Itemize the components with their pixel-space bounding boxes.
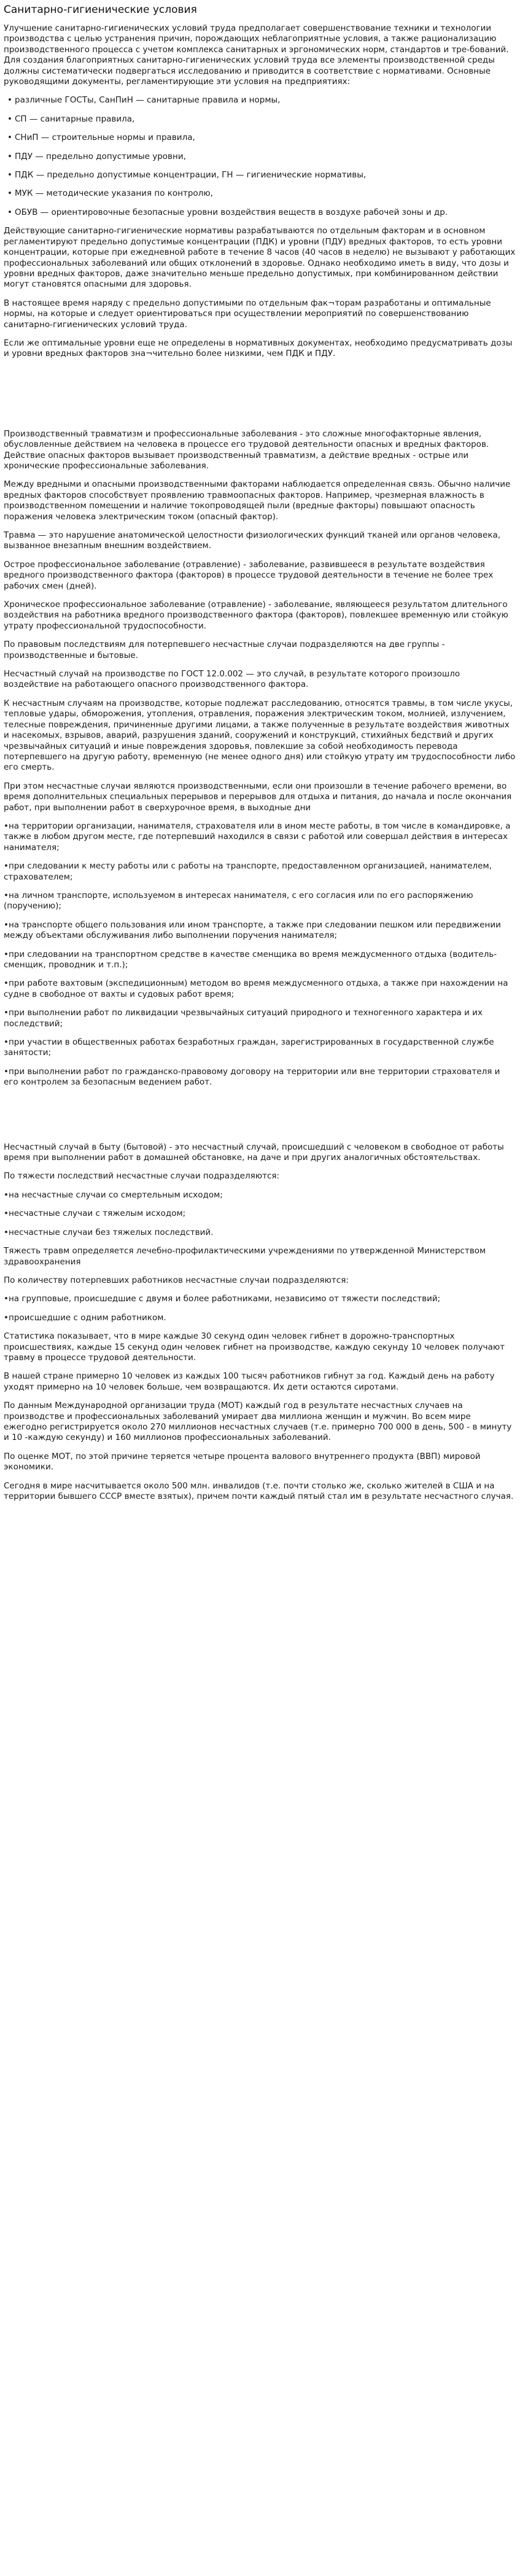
list-item: •при работе вахтовым (экспедиционным) методом во время междусменного отдыха, а также при нахождении на судне в свободное от вахты и судовых работ время; xyxy=(4,978,508,999)
factors-relation-paragraph: Между вредными и опасными производственными факторами наблюдается определенная связь. Обычно наличие вредных факторов способствует проявлению травмоопасных факторов. Например, чрезмерная влажность в производственном помещении и наличие токопроводящей пыли (вредные факторы) повышают опасность поражения человека электрическим током (опасный фактор). xyxy=(4,479,511,522)
intro-paragraph: Улучшение санитарно-гигиенических условий труда предполагает совершенствование техники и технологии производства с целью устранения причин, порождающих неблагоприятные условия, а также рационализацию производственного процесса с учетом комплекса санитарных и эргономических норм, стандартов и тре-бований. Для создания благоприятных санитарно-гигиенических условий труда все элементы производственной среды должны систематически подвергаться исследованию и приводится в соответствие с нормативами. Основные руководящими документы, регламентирующие эти условия на предприятиях: xyxy=(4,23,509,87)
list-item: •на групповые, происшедшие с двумя и более работниками, независимо от тяжести последствий; xyxy=(4,1294,441,1304)
list-item: •при следовании на транспортном средстве в качестве сменщика во время междусменного отдыха (водитель-сменщик, проводник и т.п.); xyxy=(4,949,497,970)
severity-definition: Тяжесть травм определяется лечебно-профилактическими учреждениями по утвержденной Министерством здравоохранения xyxy=(4,1246,486,1267)
statistics-paragraph: Статистика показывает, что в мире каждые 30 секунд один человек гибнет в дорожно-транспортных происшествиях, каждые 15 секунд один человек гибнет на производстве, каждую секунду 10 человек получают травму в процессе трудовой деятельности. xyxy=(4,1331,505,1363)
gost-definition: Несчастный случай на производстве по ГОСТ 12.0.002 — это случай, в результате которого произошло воздействие на работающего опасного производственного фактора. xyxy=(4,669,460,690)
acute-disease-definition: Острое профессиональное заболевание (отравление) - заболевание, развившееся в результате воздействия вредного производственного фактора (факторов) в процессе трудовой деятельности в течение не более трех рабочих смен (дней). xyxy=(4,559,494,591)
disabled-paragraph: Сегодня в мире насчитывается около 500 млн. инвалидов (т.е. почти столько же, сколько жителей в США и на территории бывшего СССР вместе взятых), причем почти каждый пятый стал им в результате несчастного случая. xyxy=(4,1480,514,1501)
accident-cases-paragraph: К несчастным случаям на производстве, которые подлежат расследованию, относятся травмы, в том числе укусы, тепловые удары, обморожения, утопления, отравления, поражения электрическим током, молнией, излучением, телесные повреждения, причиненные другими лицами, а также полученные в результате воздействия животных и насекомых, взрывов, аварий, разрушения зданий, сооружений и конструкций, стихийных бедствий и других чрезвычайных ситуаций и иные повреждения здоровья, повлекшие за собой необходимость перевода потерпевшего на другую работу, временную (не менее одного дня) или стойкую утрату им трудоспособности либо его смерть. xyxy=(4,698,516,773)
list-item: •при выполнении работ по ликвидации чрезвычайных ситуаций природного и техногенного характера и их последствий; xyxy=(4,1008,483,1029)
list-item: •на несчастные случаи со смертельным исходом; xyxy=(4,1189,223,1200)
production-accident-paragraph: При этом несчастные случаи являются производственными, если они произошли в течение рабочего времени, во время дополнительных специальных перерывов и перерывов для отдыха и питания, до начала и после окончания работ, при выполнении работ в сверхурочное время, в выходные дни xyxy=(4,781,512,813)
home-accident-paragraph: Несчастный случай в быту (бытовой) - это несчастный случай, происшедший с человеком в свободное от работы время при выполнении работ в домашней обстановке, на даче и при других аналогичных обстоятельствах. xyxy=(4,1142,504,1163)
gdp-loss-paragraph: По оценке МОТ, по этой причине теряется четыре процента валового внутреннего продукта (ВВП) мировой экономики. xyxy=(4,1451,481,1472)
list-item: •на транспорте общего пользования или ином транспорте, а также при следовании пешком или передвижении между объектами обслуживания либо выполнении поручения нанимателя; xyxy=(4,919,501,941)
chronic-disease-definition: Хроническое профессиональное заболевание (отравление) - заболевание, являющееся результатом длительного воздействия на работника вредного производственного фактора (факторов), повлекшее временную или стойкую утрату профессиональной трудоспособности. xyxy=(4,600,508,631)
list-item: • ПДК — предельно допустимые концентрации, ГН — гигиенические нормативы, xyxy=(7,170,367,180)
list-item: • ОБУВ — ориентировочные безопасные уровни воздействия веществ в воздухе рабочей зоны и др. xyxy=(7,207,448,217)
list-item: •несчастные случаи с тяжелым исходом; xyxy=(4,1209,186,1219)
list-item: • СП — санитарные правила, xyxy=(7,114,135,124)
list-item: •на территории организации, нанимателя, страхователя или в ином месте работы, в том числе в командировке, а также в любом другом месте, где потерпевший находился в связи с работой или совершал действия в интересах нанимателя; xyxy=(4,821,511,853)
spacer xyxy=(4,1096,516,1142)
ilo-paragraph: По данным Международной организации труда (МОТ) каждый год в результате несчастных случаев на производстве и профессиональных заболеваний умирает два миллиона женщин и мужчин. Во всем мире ежегодно регистрируется около 270 миллионов несчастных случаев (т.е. примерно 700 000 в день, 500 - в минуту и 10 -каждую секунду) и 160 миллионов профессиональных заболеваний. xyxy=(4,1401,512,1443)
list-item: •при следовании к месту работы или с работы на транспорте, предоставленном организацией, нанимателем, страхователем; xyxy=(4,861,492,882)
list-item: •происшедшие с одним работником. xyxy=(4,1312,166,1323)
norms-paragraph: Действующие санитарно-гигиенические нормативы разрабатываются по отдельным факторам и в основном регламентируют предельно допустимые концентрации (ПДК) и уровни (ПДУ) вредных факторов, то есть уровни концентрации, которые при ежедневной работе в течение 8 часов (40 часов в неделю) не вызывают у работающих профессиональных заболеваний или общих отклонений в здоровье. Однако необходимо иметь в виду, что дозы и уровни вредных факторов, даже значительно меньше предельно допустимых, при комбинированном действии могут становятся опасными для здоровья. xyxy=(4,226,516,290)
trauma-paragraph: Производственный травматизм и профессиональные заболевания - это сложные многофакторные явления, обусловленные действием на человека в процессе его трудовой деятельности опасных и вредных факторов. Действие опасных факторов вызывает производственный травматизм, а действие вредных - острые или хронические профессиональные заболевания. xyxy=(4,428,489,471)
list-item: •при выполнении работ по гражданско-правовому договору на территории или вне территории страхователя и его контролем за безопасным ведением работ. xyxy=(4,1066,500,1088)
victims-heading: По количеству потерпевших работников несчастные случаи подразделяются: xyxy=(4,1275,349,1285)
legal-consequences-paragraph: По правовым последствиям для потерпевшего несчастные случаи подразделяются на две группы - производственные и бытовые. xyxy=(4,640,445,660)
list-item: • различные ГОСТы, СанПиН — санитарные правила и нормы, xyxy=(7,95,281,106)
list-item: • СНиП — строительные нормы и правила, xyxy=(7,133,195,143)
spacer xyxy=(4,368,516,429)
trauma-definition: Травма — это нарушение анатомической целостности физиологических функций тканей или органов человека, вызванное внезапным внешним воздействием. xyxy=(4,530,501,551)
regulatory-docs-list xyxy=(4,95,516,218)
list-item: •при участии в общественных работах безработных граждан, зарегистрированных в государственной службе занятости; xyxy=(4,1037,494,1058)
list-item: • МУК — методические указания по контролю, xyxy=(7,188,213,199)
list-item: • ПДУ — предельно допустимые уровни, xyxy=(7,151,186,161)
optimal-norms-paragraph: В настоящее время наряду с предельно допустимыми по отдельным фак¬торам разработаны и оптимальные нормы, на которые и следует ориентироваться при осуществлении мероприятий по совершенствованию санитарно-гигиенических условий труда. xyxy=(4,298,491,330)
severity-heading: По тяжести последствий несчастные случаи подразделяются: xyxy=(4,1171,280,1182)
lower-doses-paragraph: Если же оптимальные уровни еще не определены в нормативных документах, необходимо предусматривать дозы и уровни вредных факторов зна¬чительно более низкими, чем ПДК и ПДУ. xyxy=(4,338,513,359)
list-item: •на личном транспорте, используемом в интересах нанимателя, с его согласия или по его распоряжению (поручению); xyxy=(4,890,473,911)
list-item: •несчастные случаи без тяжелых последствий. xyxy=(4,1227,214,1237)
country-statistics-paragraph: В нашей стране примерно 10 человек из каждых 100 тысяч работников гибнут за год. Каждый день на работу уходят примерно на 10 человек больше, чем возвращаются. Их дети остаются сиротами. xyxy=(4,1371,495,1392)
page-title: Санитарно-гигиенические условия xyxy=(4,4,197,16)
